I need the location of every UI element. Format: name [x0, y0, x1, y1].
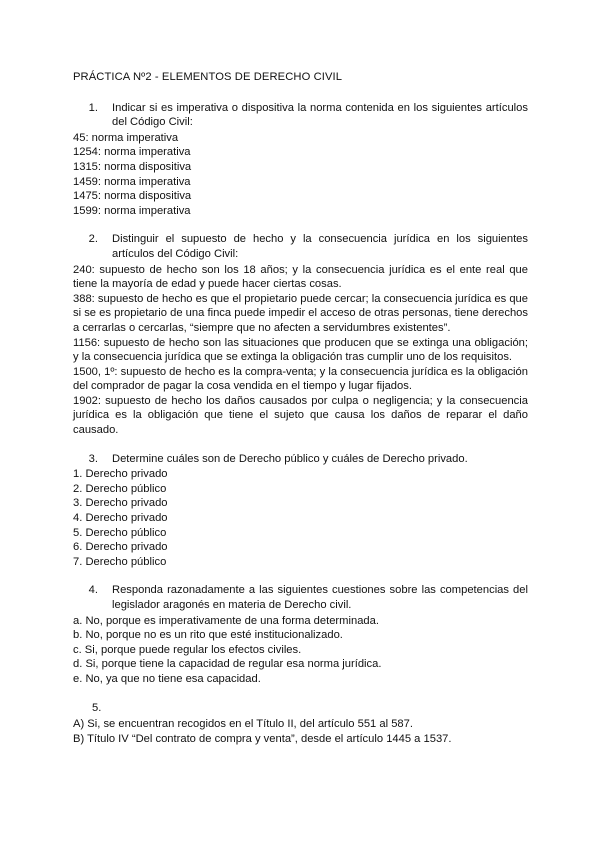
question-3-header	[73, 452, 528, 467]
answer-line: c. Si, porque puede regular los efectos civiles.	[73, 643, 302, 656]
question-2-header	[73, 232, 528, 261]
answer-line: 6. Derecho privado	[73, 541, 168, 554]
answer-line: 1254: norma imperativa	[73, 146, 191, 159]
answer-paragraph: 388: supuesto de hecho es que el propietario puede cercar; la consecuencia jurídica es que si se es propietario de una finca puede impedir el acceso de otras personas, tiene derechos a cerrarlas o cercarlas, “siempre que no afecten a servidumbres existentes”.	[73, 292, 528, 334]
answer-line: b. No, porque no es un rito que esté institucionalizado.	[73, 629, 343, 642]
answer-line: 45: norma imperativa	[73, 131, 179, 144]
question-number: 4.	[88, 584, 98, 597]
answer-line: e. No, ya que no tiene esa capacidad.	[73, 672, 261, 685]
answer-list	[73, 467, 528, 569]
answer-list	[73, 131, 528, 219]
question-number: 1.	[88, 101, 98, 114]
answer-line: 1. Derecho privado	[73, 468, 168, 481]
question-1-header	[73, 101, 528, 130]
answer-line: 5. Derecho público	[73, 526, 167, 539]
answer-paragraph: 240: supuesto de hecho son los 18 años; y la consecuencia jurídica es el ente real que tiene la mayoría de edad y puede hacer ciertas cosas.	[73, 263, 528, 291]
answer-paragraph: 1500, 1º: supuesto de hecho es la compra-venta; y la consecuencia jurídica es la obligación del comprador de pagar la cosa vendida en el tiempo y lugar fijados.	[73, 365, 528, 393]
question-text: Distinguir el supuesto de hecho y la consecuencia jurídica en los siguientes artículos del Código Civil:	[112, 233, 528, 260]
page-title: PRÁCTICA Nº2 - ELEMENTOS DE DERECHO CIVIL	[73, 71, 343, 83]
question-3	[73, 452, 528, 570]
question-2	[73, 232, 528, 437]
answer-list	[73, 263, 528, 438]
answer-list	[73, 614, 528, 687]
answer-line: 1599: norma imperativa	[73, 204, 191, 217]
answer-line: 1315: norma dispositiva	[73, 160, 192, 173]
answer-line: d. Si, porque tiene la capacidad de regular esa norma jurídica.	[73, 658, 382, 671]
question-number: 5.	[92, 701, 102, 714]
answer-line: 2. Derecho público	[73, 482, 167, 495]
answer-line: 4. Derecho privado	[73, 512, 168, 525]
question-5	[73, 701, 528, 747]
answer-list	[73, 717, 528, 746]
answer-line: B) Título IV “Del contrato de compra y venta”, desde el artículo 1445 a 1537.	[73, 732, 452, 745]
question-text: Responda razonadamente a las siguientes cuestiones sobre las competencias del legislador aragonés en materia de Derecho civil.	[112, 584, 528, 611]
answer-line: A) Si, se encuentran recogidos en el Título II, del artículo 551 al 587.	[73, 718, 413, 731]
answer-line: 3. Derecho privado	[73, 497, 168, 510]
answer-line: a. No, porque es imperativamente de una forma determinada.	[73, 614, 379, 627]
question-number: 2.	[88, 233, 98, 246]
question-4-header	[73, 583, 528, 612]
document-body	[73, 70, 528, 760]
answer-paragraph: 1156: supuesto de hecho son las situaciones que producen que se extinga una obligación; y la consecuencia jurídica que se extinga la obligación tras cumplir uno de los requisitos.	[73, 336, 528, 364]
question-number: 3.	[88, 452, 98, 465]
answer-line: 1459: norma imperativa	[73, 175, 191, 188]
question-4	[73, 583, 528, 686]
answer-line: 7. Derecho público	[73, 555, 167, 568]
answer-line: 1475: norma dispositiva	[73, 190, 192, 203]
question-text: Indicar si es imperativa o dispositiva la norma contenida en los siguientes artículos del Código Civil:	[112, 101, 528, 129]
answer-paragraph: 1902: supuesto de hecho los daños causados por culpa o negligencia; y la consecuencia jurídica es la obligación que tiene el sujeto que causa los daños de reparar el daño causado.	[73, 394, 528, 437]
question-1	[73, 101, 528, 219]
question-text: Determine cuáles son de Derecho público y cuáles de Derecho privado.	[112, 452, 468, 465]
